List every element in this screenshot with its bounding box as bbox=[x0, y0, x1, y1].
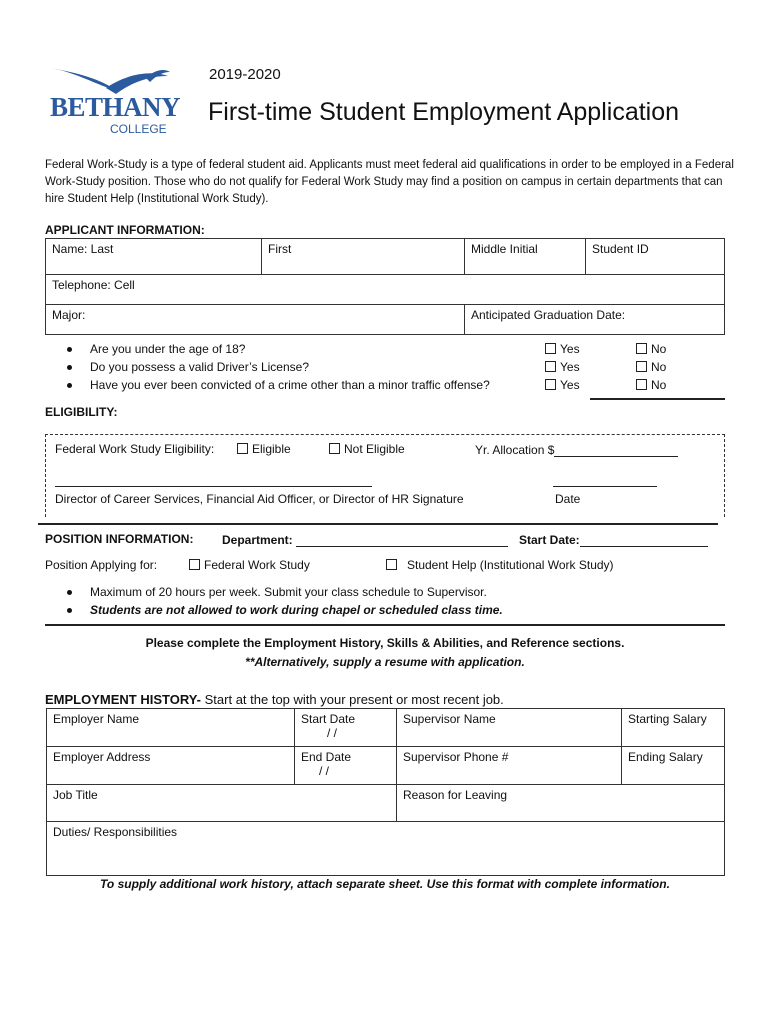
allocation-field[interactable]: Yr. Allocation $ bbox=[475, 442, 678, 457]
not-eligible-checkbox[interactable]: Not Eligible bbox=[329, 442, 405, 456]
instructions-line2: **Alternatively, supply a resume with application. bbox=[245, 655, 525, 669]
telephone-field[interactable] bbox=[46, 275, 725, 305]
job-title-field[interactable]: Job Title bbox=[47, 785, 397, 822]
logo-sub-text: COLLEGE bbox=[110, 122, 167, 136]
divider bbox=[590, 398, 725, 400]
yes-checkbox[interactable]: Yes bbox=[545, 378, 580, 392]
federal-work-study-checkbox[interactable]: Federal Work Study bbox=[189, 558, 310, 572]
start-date-field[interactable]: Start Date: bbox=[519, 532, 708, 547]
reason-leaving-field[interactable]: Reason for Leaving bbox=[397, 785, 725, 822]
first-name-field[interactable] bbox=[262, 239, 465, 275]
grad-date-label: Anticipated Graduation Date: bbox=[471, 308, 626, 322]
eligibility-box bbox=[45, 434, 725, 517]
employment-heading: EMPLOYMENT HISTORY- Start at the top with your present or most recent job. bbox=[45, 692, 504, 707]
bullet bbox=[67, 347, 72, 352]
ending-salary-field[interactable]: Ending Salary bbox=[622, 747, 725, 785]
student-help-checkbox[interactable]: Student Help (Institutional Work Study) bbox=[386, 558, 614, 572]
major-field[interactable] bbox=[46, 305, 465, 335]
bullet bbox=[67, 590, 72, 595]
question-item: Have you ever been convicted of a crime other than a minor traffic offense? bbox=[90, 378, 490, 392]
last-name-label: Name: Last bbox=[52, 242, 114, 256]
middle-initial-label: Middle Initial bbox=[471, 242, 538, 256]
student-id-field[interactable] bbox=[586, 239, 725, 275]
signature-line[interactable] bbox=[55, 486, 372, 487]
employer-name-field[interactable]: Employer Name bbox=[47, 709, 295, 747]
no-checkbox[interactable]: No bbox=[636, 342, 666, 356]
telephone-label: Telephone: Cell bbox=[52, 278, 135, 292]
no-checkbox[interactable]: No bbox=[636, 378, 666, 392]
grad-date-field[interactable] bbox=[465, 305, 725, 335]
duties-field[interactable]: Duties/ Responsibilities bbox=[47, 822, 725, 876]
footer-note: To supply additional work history, attach separate sheet. Use this format with complete information. bbox=[100, 877, 670, 891]
department-field[interactable]: Department: bbox=[222, 532, 508, 547]
college-logo bbox=[46, 64, 181, 139]
major-label: Major: bbox=[52, 308, 86, 322]
question-item: Are you under the age of 18? bbox=[90, 342, 246, 356]
question-item: Do you possess a valid Driver’s License? bbox=[90, 360, 309, 374]
applicant-table bbox=[45, 238, 725, 335]
bullet bbox=[67, 383, 72, 388]
position-heading: POSITION INFORMATION: bbox=[45, 532, 194, 546]
logo-main-text: BETHANY bbox=[50, 92, 181, 122]
yes-checkbox[interactable]: Yes bbox=[545, 342, 580, 356]
divider bbox=[38, 523, 718, 525]
end-date-cell[interactable]: End Date / / bbox=[295, 747, 397, 785]
intro-paragraph: Federal Work-Study is a type of federal student aid. Applicants must meet federal aid qualifications in order to be employed in a Federal Work-Study position. Those who do not qualify for Federal Work Study may find a position on campus in certain departments that can hire Student Help (Institutional Work Study). bbox=[45, 159, 734, 205]
middle-initial-field[interactable] bbox=[465, 239, 586, 275]
bullet bbox=[67, 365, 72, 370]
yes-checkbox[interactable]: Yes bbox=[545, 360, 580, 374]
bullet bbox=[67, 608, 72, 613]
signature-label: Director of Career Services, Financial Aid Officer, or Director of HR Signature bbox=[55, 492, 464, 506]
start-date-cell[interactable]: Start Date / / bbox=[295, 709, 397, 747]
employer-address-field[interactable]: Employer Address bbox=[47, 747, 295, 785]
student-id-label: Student ID bbox=[592, 242, 649, 256]
year-label: 2019-2020 bbox=[209, 66, 281, 83]
applying-for-label: Position Applying for: bbox=[45, 558, 158, 572]
employment-table bbox=[46, 708, 725, 876]
instructions-line1: Please complete the Employment History, Skills & Abilities, and Reference sections. bbox=[145, 636, 625, 650]
supervisor-name-field[interactable]: Supervisor Name bbox=[397, 709, 622, 747]
eligible-checkbox[interactable]: Eligible bbox=[237, 442, 291, 456]
date-line[interactable] bbox=[553, 486, 657, 487]
page-title: First-time Student Employment Application bbox=[208, 98, 680, 126]
eligibility-heading: ELIGIBILITY: bbox=[45, 405, 118, 419]
first-name-label: First bbox=[268, 242, 292, 256]
applicant-heading: APPLICANT INFORMATION: bbox=[45, 223, 205, 237]
last-name-field[interactable] bbox=[46, 239, 262, 275]
position-note-warning: Students are not allowed to work during chapel or scheduled class time. bbox=[90, 603, 503, 617]
position-note: Maximum of 20 hours per week. Submit your class schedule to Supervisor. bbox=[90, 585, 487, 599]
eligibility-label: Federal Work Study Eligibility: bbox=[55, 442, 215, 456]
divider bbox=[45, 624, 725, 626]
no-checkbox[interactable]: No bbox=[636, 360, 666, 374]
date-label: Date bbox=[555, 492, 581, 506]
starting-salary-field[interactable]: Starting Salary bbox=[622, 709, 725, 747]
supervisor-phone-field[interactable]: Supervisor Phone # bbox=[397, 747, 622, 785]
